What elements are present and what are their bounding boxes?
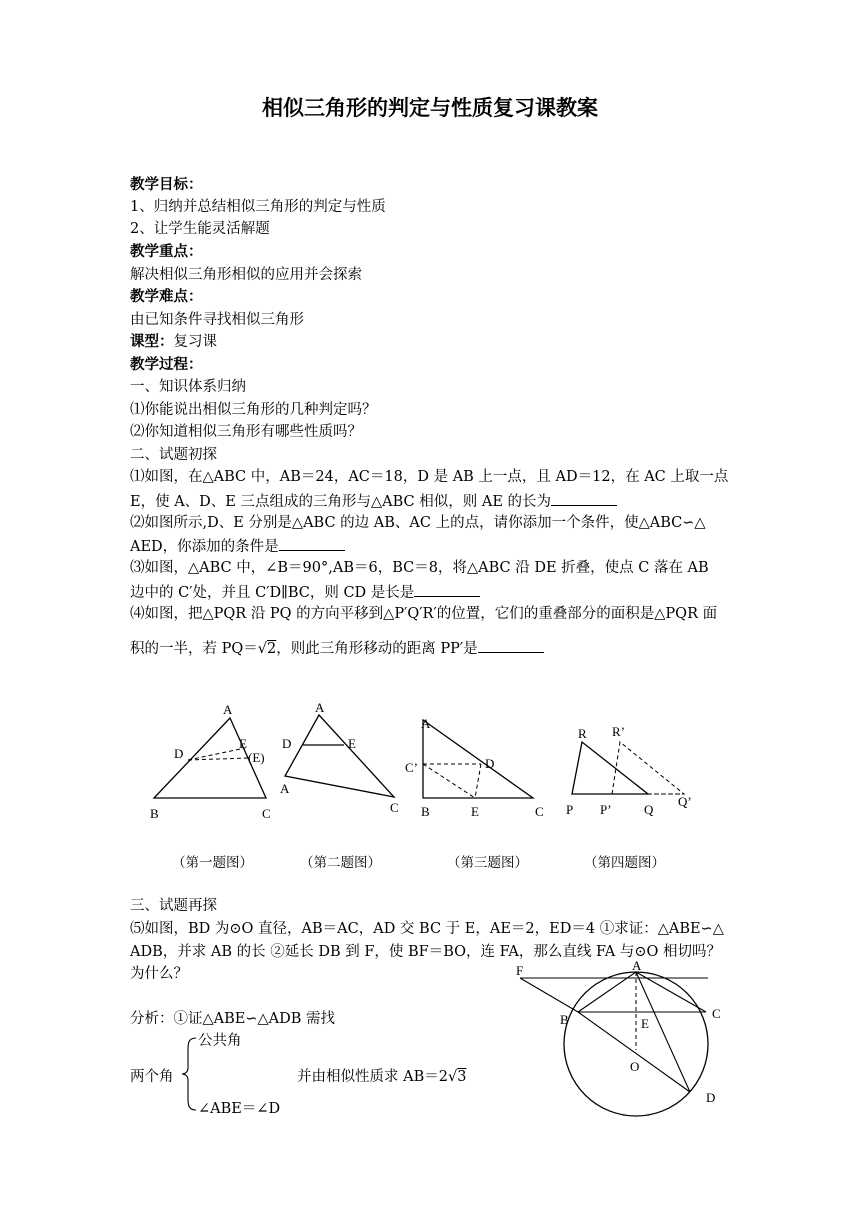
key-points-heading: 教学重点： — [130, 243, 203, 260]
caption-figure-4: （第四题图） — [584, 855, 665, 871]
problem1-text: E，使 A、D、E 三点组成的三角形与△ABC 相似，则 AE 的长为 — [130, 494, 552, 510]
label-Q: Q — [644, 802, 654, 817]
problem5-line2: ADB，并求 AB 的长 ②延长 DB 到 F，使 BF＝BO，连 FA，那么直线 FA 与⊙O 相切吗？ — [130, 944, 722, 960]
section1-question-2: ⑵你知道相似三角形有哪些性质吗？ — [130, 424, 362, 440]
label-B: B — [150, 806, 159, 821]
label-O: O — [630, 1059, 640, 1074]
analysis-conclusion-text: 并由相似性质求 AB＝2 — [297, 1069, 448, 1085]
label-A: A — [223, 702, 233, 717]
page-title: 相似三角形的判定与性质复习课教案 — [262, 96, 598, 120]
label-E: E — [471, 804, 479, 819]
label-E: E — [641, 1016, 649, 1031]
answer-blank — [414, 582, 480, 597]
sqrt-radicand: 2 — [267, 641, 277, 657]
label-E-alt: (E) — [248, 750, 265, 765]
key-points-text: 解决相似三角形相似的应用并会探索 — [130, 267, 362, 283]
problem4-text: 积的一半，若 PQ＝ — [130, 641, 258, 657]
caption-figure-1: （第一题图） — [172, 855, 253, 871]
section2-heading: 二、试题初探 — [130, 447, 217, 463]
label-C: C — [712, 1006, 721, 1021]
section1-question-1: ⑴你能说出相似三角形的几种判定吗？ — [130, 402, 377, 418]
lesson-type-heading: 课型： — [130, 333, 174, 350]
label-A: A — [421, 716, 431, 731]
label-C: C — [390, 800, 399, 815]
analysis-brace-top: 公共角 — [198, 1033, 242, 1049]
label-P-prime: P’ — [600, 802, 612, 817]
figure-4 — [560, 718, 705, 823]
label-P: P — [566, 802, 574, 817]
analysis-line1: 分析：①证△ABE∽△ADB 需找 — [130, 1011, 336, 1027]
label-C: C — [262, 806, 271, 821]
analysis-brace-left: 两个角 — [130, 1069, 174, 1085]
label-C-prime: C’ — [405, 760, 418, 775]
problem3-line1: ⑶如图，△ABC 中，∠B＝90°,AB＝6，BC＝8，将△ABC 沿 DE 折叠，使点 C 落在 AB — [130, 560, 709, 576]
label-B: B — [560, 1012, 569, 1027]
lesson-type-text: 复习课 — [173, 334, 217, 350]
objective-item-2: 2、让学生能灵活解题 — [130, 221, 270, 237]
problem2-text: AED，你添加的条件是 — [130, 539, 279, 555]
label-D: D — [706, 1090, 716, 1105]
label-R: R — [578, 726, 587, 741]
analysis-brace-bottom: ∠ABE＝∠D — [198, 1101, 281, 1117]
label-F: F — [516, 963, 524, 978]
sqrt-symbol: √ — [447, 1069, 458, 1085]
label-A: A — [315, 700, 325, 715]
process-heading: 教学过程： — [130, 356, 203, 373]
label-D: D — [282, 736, 292, 751]
problem2-line1: ⑵如图所示,D、E 分别是△ABC 的边 AB、AC 上的点，请你添加一个条件，使△ABC∽△ — [130, 515, 706, 531]
objective-item-1: 1、归纳并总结相似三角形的判定与性质 — [130, 199, 386, 215]
label-C: C — [535, 804, 544, 819]
problem4-line1: ⑷如图，把△PQR 沿 PQ 的方向平移到△P′Q′R′的位置，它们的重叠部分的面积是△PQR 面 — [130, 606, 718, 622]
caption-figure-2: （第二题图） — [300, 855, 381, 871]
problem2-line2 — [130, 536, 740, 557]
answer-blank — [551, 491, 617, 506]
figure-3 — [405, 712, 555, 824]
figure-2 — [272, 700, 412, 825]
problem3-line2 — [130, 582, 740, 603]
label-A-bottom: A — [280, 781, 290, 796]
sqrt-radicand: 3 — [457, 1069, 467, 1085]
label-Q-prime: Q’ — [678, 794, 692, 809]
difficulties-heading: 教学难点： — [130, 288, 203, 305]
problem3-text: 边中的 C′处，并且 C′D∥BC，则 CD 是长是 — [130, 585, 415, 601]
label-E: E — [239, 736, 247, 751]
section3-heading: 三、试题再探 — [130, 898, 217, 914]
problem1-line2 — [130, 491, 740, 512]
difficulties-text: 由已知条件寻找相似三角形 — [130, 312, 304, 328]
curly-brace — [180, 1036, 198, 1112]
label-E: E — [348, 736, 356, 751]
objectives-heading: 教学目标： — [130, 176, 203, 193]
answer-blank — [279, 536, 345, 551]
sqrt-symbol: √ — [257, 641, 268, 657]
label-D: D — [485, 756, 495, 771]
problem4-text-end: ，则此三角形移动的距离 PP′是 — [276, 641, 478, 657]
label-R-prime: R’ — [612, 724, 625, 739]
figure-1 — [140, 700, 290, 825]
problem4-line2 — [130, 638, 740, 659]
answer-blank — [478, 638, 544, 653]
label-A: A — [632, 958, 642, 973]
label-B: B — [421, 804, 430, 819]
lesson-type — [130, 332, 740, 352]
caption-figure-3: （第三题图） — [447, 855, 528, 871]
section1-heading: 一、知识体系归纳 — [130, 379, 246, 395]
label-D: D — [174, 746, 184, 761]
problem1-line1: ⑴如图，在△ABC 中，AB＝24，AC＝18，D 是 AB 上一点，且 AD＝12，在 AC 上取一点 — [130, 469, 729, 485]
figure-5 — [508, 958, 733, 1128]
problem5-line3: 为什么？ — [130, 966, 188, 982]
analysis-conclusion — [297, 1067, 517, 1087]
problem5-line1: ⑸如图，BD 为⊙O 直径，AB＝AC，AD 交 BC 于 E，AE＝2，ED＝4 ①求证：△ABE∽△ — [130, 921, 724, 937]
